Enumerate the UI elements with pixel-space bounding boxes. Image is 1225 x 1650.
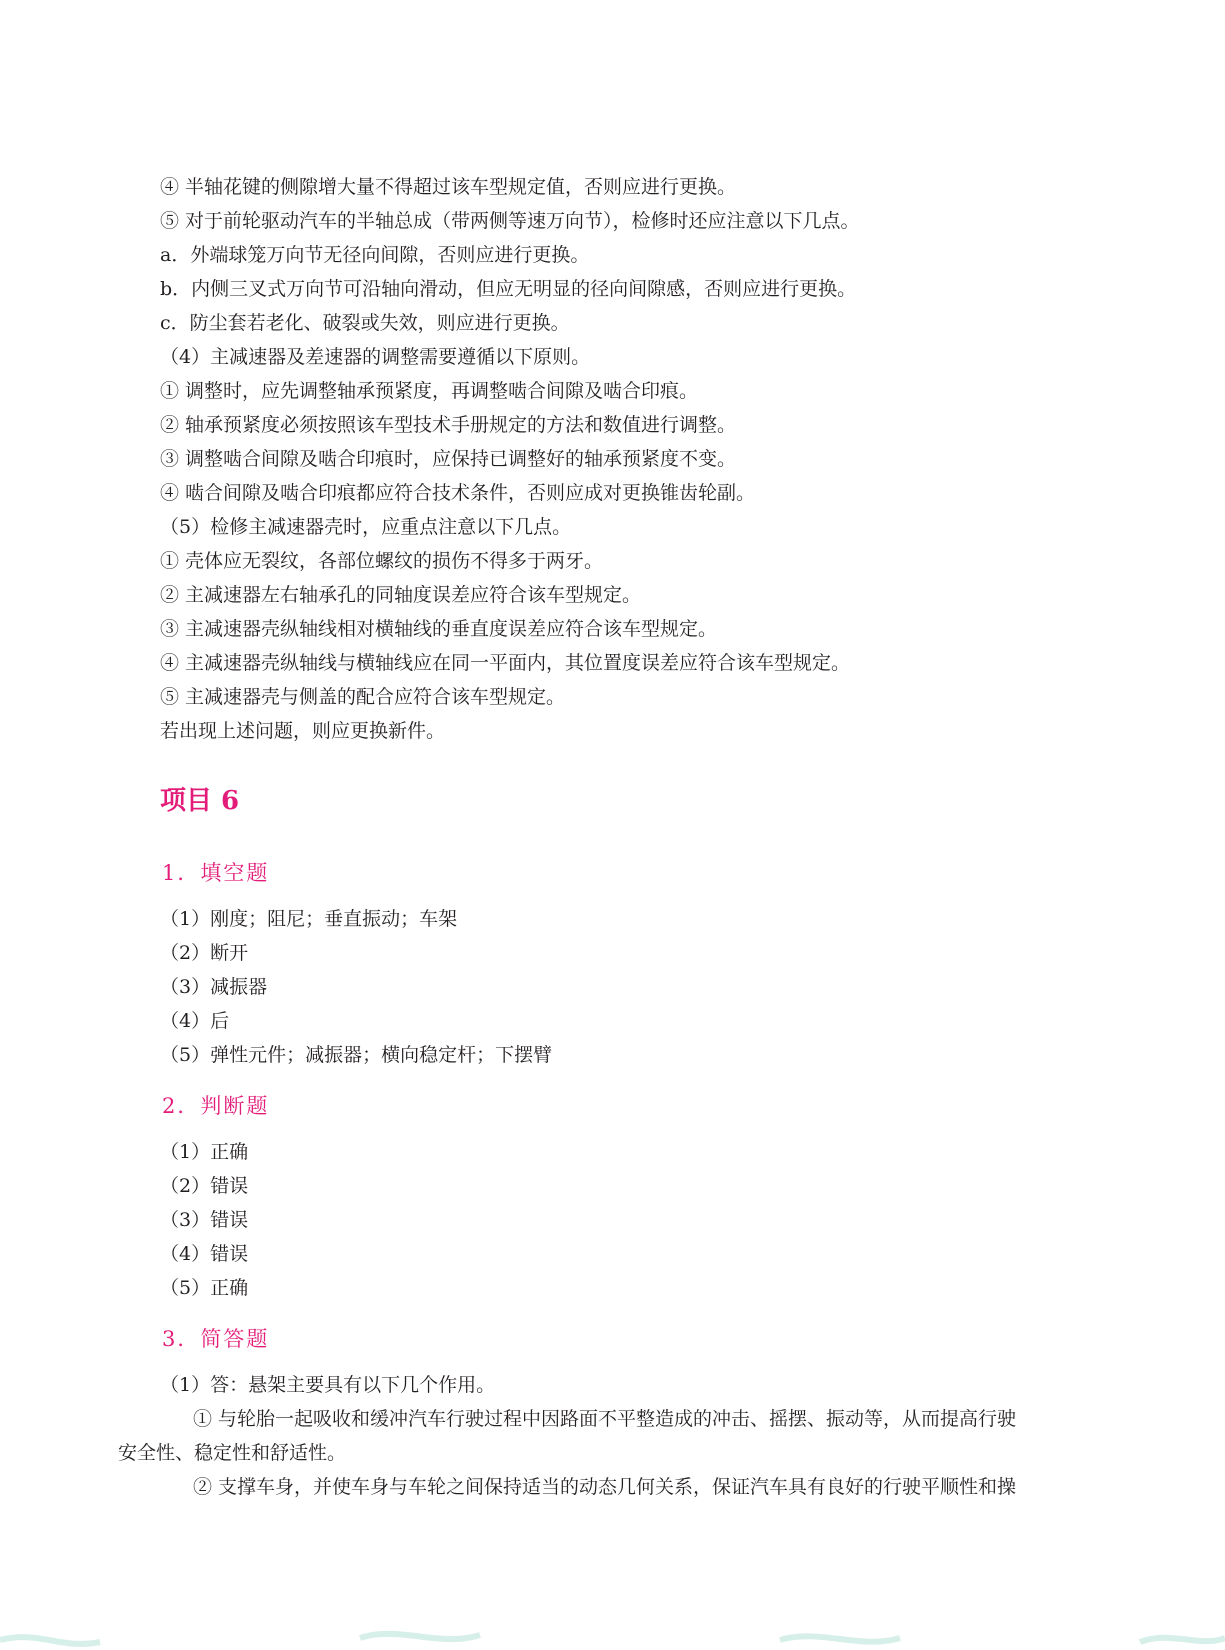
list-item: ③ 主减速器壳纵轴线相对横轴线的垂直度误差应符合该车型规定。	[160, 618, 718, 640]
answer-item: （4）错误	[160, 1243, 249, 1265]
list-item: ① 调整时，应先调整轴承预紧度，再调整啮合间隙及啮合印痕。	[160, 380, 699, 402]
answer-item: （5）正确	[160, 1277, 249, 1299]
list-item: ② 轴承预紧度必须按照该车型技术手册规定的方法和数值进行调整。	[160, 414, 737, 436]
list-item: c．防尘套若老化、破裂或失效，则应进行更换。	[160, 312, 570, 334]
section-title: 3．简答题	[162, 1327, 270, 1351]
answer-item: （2）错误	[160, 1175, 249, 1197]
list-item: （5）检修主减速器壳时，应重点注意以下几点。	[160, 516, 572, 538]
list-item: （4）主减速器及差速器的调整需要遵循以下原则。	[160, 346, 591, 368]
answer-item: （1）正确	[160, 1141, 249, 1163]
project-title: 项目 6	[160, 786, 240, 816]
list-item: a．外端球笼万向节无径向间隙，否则应进行更换。	[160, 244, 590, 266]
list-item: b．内侧三叉式万向节可沿轴向滑动，但应无明显的径向间隙感，否则应进行更换。	[160, 278, 857, 300]
decorative-footer-band	[0, 1580, 1225, 1650]
paragraph: ① 与轮胎一起吸收和缓冲汽车行驶过程中因路面不平整造成的冲击、摇摆、振动等，从而提高行驶	[193, 1408, 1017, 1430]
paragraph: （1）答：悬架主要具有以下几个作用。	[160, 1374, 496, 1396]
list-item: ④ 半轴花键的侧隙增大量不得超过该车型规定值，否则应进行更换。	[160, 176, 737, 198]
paragraph: 若出现上述问题，则应更换新件。	[160, 720, 446, 742]
section-title: 1．填空题	[162, 861, 270, 885]
list-item: ① 壳体应无裂纹，各部位螺纹的损伤不得多于两牙。	[160, 550, 604, 572]
section-title: 2．判断题	[162, 1094, 270, 1118]
list-item: ④ 主减速器壳纵轴线与横轴线应在同一平面内，其位置度误差应符合该车型规定。	[160, 652, 851, 674]
list-item: ⑤ 对于前轮驱动汽车的半轴总成（带两侧等速万向节），检修时还应注意以下几点。	[160, 210, 860, 232]
list-item: ② 主减速器左右轴承孔的同轴度误差应符合该车型规定。	[160, 584, 642, 606]
paragraph: ② 支撑车身，并使车身与车轮之间保持适当的动态几何关系，保证汽车具有良好的行驶平顺性和操	[193, 1476, 1017, 1498]
answer-item: （4）后	[160, 1010, 230, 1032]
answer-item: （3）错误	[160, 1209, 249, 1231]
answer-item: （2）断开	[160, 942, 249, 964]
list-item: ④ 啮合间隙及啮合印痕都应符合技术条件，否则应成对更换锥齿轮副。	[160, 482, 756, 504]
paragraph: 安全性、稳定性和舒适性。	[118, 1442, 347, 1464]
answer-item: （1）刚度；阻尼；垂直振动；车架	[160, 908, 458, 930]
answer-item: （5）弹性元件；减振器；横向稳定杆；下摆臂	[160, 1044, 553, 1066]
answer-item: （3）减振器	[160, 976, 268, 998]
list-item: ⑤ 主减速器壳与侧盖的配合应符合该车型规定。	[160, 686, 566, 708]
list-item: ③ 调整啮合间隙及啮合印痕时，应保持已调整好的轴承预紧度不变。	[160, 448, 737, 470]
